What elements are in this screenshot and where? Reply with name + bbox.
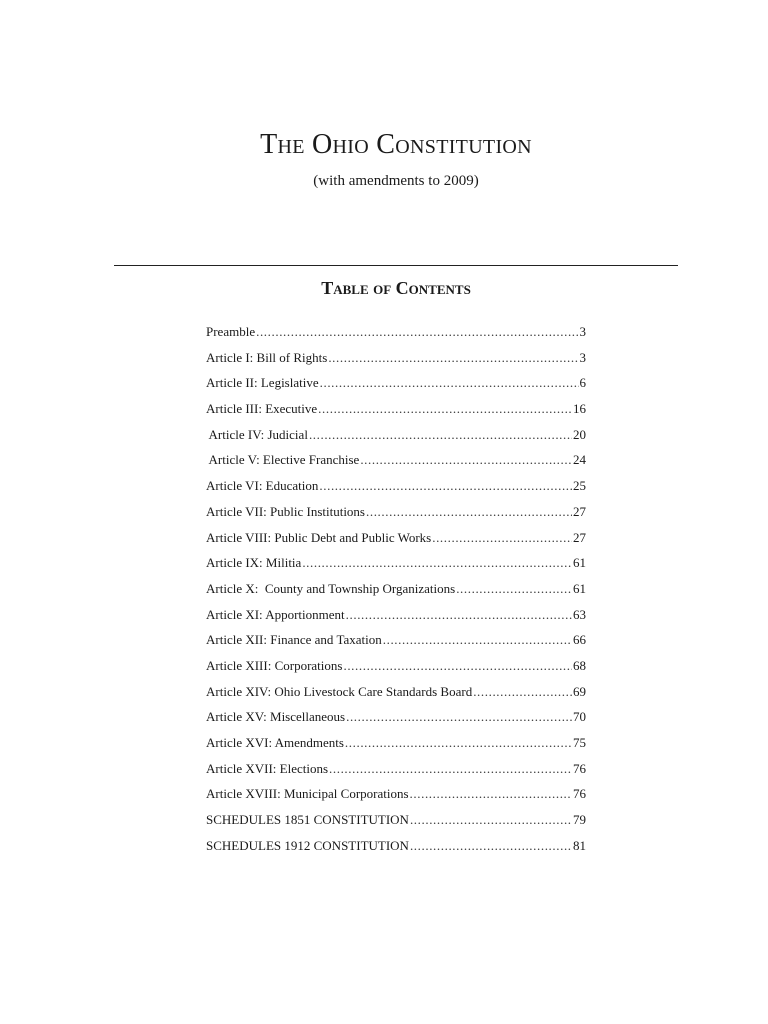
toc-entry <box>206 786 586 812</box>
toc-list <box>206 324 586 863</box>
toc-entry-label: Article XVII: Elections <box>206 760 329 776</box>
toc-dot-leader <box>410 838 572 854</box>
toc-entry-label: Article VIII: Public Debt and Public Works <box>206 529 432 545</box>
toc-dot-leader <box>309 427 572 443</box>
toc-entry <box>206 530 586 556</box>
toc-dot-leader <box>345 735 572 751</box>
toc-entry <box>206 709 586 735</box>
toc-dot-leader <box>410 812 572 828</box>
toc-dot-leader <box>256 324 578 340</box>
toc-dot-leader <box>410 786 572 802</box>
toc-dot-leader <box>320 375 579 391</box>
toc-dot-leader <box>473 684 572 700</box>
toc-entry-label: Article XIII: Corporations <box>206 657 343 673</box>
toc-entry-label: Preamble <box>206 324 256 339</box>
toc-entry-page: 76 <box>573 786 586 802</box>
toc-entry-page: 16 <box>573 401 586 417</box>
toc-entry <box>206 812 586 838</box>
toc-entry <box>206 658 586 684</box>
toc-entry-page: 3 <box>579 324 586 339</box>
toc-dot-leader <box>456 581 572 597</box>
toc-entry-page: 3 <box>579 349 586 365</box>
toc-dot-leader <box>329 761 572 777</box>
toc-entry-label: Article VI: Education <box>206 478 319 494</box>
toc-entry <box>206 350 586 376</box>
toc-entry <box>206 452 586 478</box>
toc-entry <box>206 684 586 710</box>
toc-dot-leader <box>343 658 572 674</box>
toc-entry <box>206 761 586 787</box>
toc-entry-label: Article II: Legislative <box>206 375 319 391</box>
toc-entry-label: Article X: County and Township Organizations <box>206 580 456 596</box>
toc-entry-page: 66 <box>573 632 586 648</box>
toc-entry <box>206 838 586 864</box>
toc-dot-leader <box>360 452 572 468</box>
toc-entry <box>206 632 586 658</box>
toc-dot-leader <box>319 478 572 494</box>
toc-entry-label: Article XI: Apportionment <box>206 606 345 622</box>
toc-dot-leader <box>432 530 572 546</box>
toc-entry <box>206 504 586 530</box>
toc-entry-page: 63 <box>573 606 586 622</box>
toc-entry-label: Article XV: Miscellaneous <box>206 709 346 725</box>
toc-entry <box>206 581 586 607</box>
toc-entry <box>206 324 586 350</box>
toc-entry-page: 79 <box>573 812 586 828</box>
toc-dot-leader <box>366 504 572 520</box>
toc-entry-page: 76 <box>573 760 586 776</box>
horizontal-rule <box>114 265 678 266</box>
toc-entry-page: 68 <box>573 657 586 673</box>
toc-entry-label: Article XII: Finance and Taxation <box>206 632 382 648</box>
toc-entry-label: Article IX: Militia <box>206 555 302 571</box>
toc-entry <box>206 735 586 761</box>
toc-entry-page: 61 <box>573 580 586 596</box>
toc-entry <box>206 427 586 453</box>
toc-dot-leader <box>346 709 572 725</box>
toc-entry-label: Article V: Elective Franchise <box>206 452 360 468</box>
toc-dot-leader <box>302 555 572 571</box>
toc-entry-page: 75 <box>573 735 586 750</box>
toc-dot-leader <box>318 401 572 417</box>
toc-entry-label: SCHEDULES 1912 CONSTITUTION <box>206 837 409 853</box>
toc-entry-label: Article I: Bill of Rights <box>206 349 328 365</box>
toc-entry-page: 27 <box>573 503 586 519</box>
toc-entry-page: 61 <box>573 555 586 571</box>
toc-entry-page: 6 <box>579 375 586 391</box>
toc-entry-label: Article III: Executive <box>206 401 318 417</box>
toc-entry-label: Article XVI: Amendments <box>206 735 344 750</box>
toc-dot-leader <box>383 632 572 648</box>
toc-dot-leader <box>328 350 578 366</box>
toc-entry-page: 70 <box>573 709 586 725</box>
toc-entry-page: 81 <box>573 837 586 853</box>
document-title: The Ohio Constitution <box>260 129 532 160</box>
toc-entry-page: 25 <box>573 478 586 494</box>
toc-entry <box>206 478 586 504</box>
toc-entry-label: Article XVIII: Municipal Corporations <box>206 786 409 802</box>
toc-entry-page: 24 <box>573 452 586 468</box>
toc-entry <box>206 555 586 581</box>
toc-heading: Table of Contents <box>321 278 471 298</box>
toc-entry-label: Article IV: Judicial <box>206 426 308 442</box>
toc-entry-label: Article XIV: Ohio Livestock Care Standards Board <box>206 683 473 699</box>
toc-entry-label: SCHEDULES 1851 CONSTITUTION <box>206 812 409 828</box>
toc-entry-page: 27 <box>573 529 586 545</box>
toc-entry-label: Article VII: Public Institutions <box>206 503 365 519</box>
toc-entry-page: 20 <box>573 426 586 442</box>
toc-entry <box>206 375 586 401</box>
toc-entry <box>206 401 586 427</box>
toc-entry-page: 69 <box>573 683 586 699</box>
toc-dot-leader <box>346 607 572 623</box>
toc-entry <box>206 607 586 633</box>
document-subtitle: (with amendments to 2009) <box>313 173 479 189</box>
